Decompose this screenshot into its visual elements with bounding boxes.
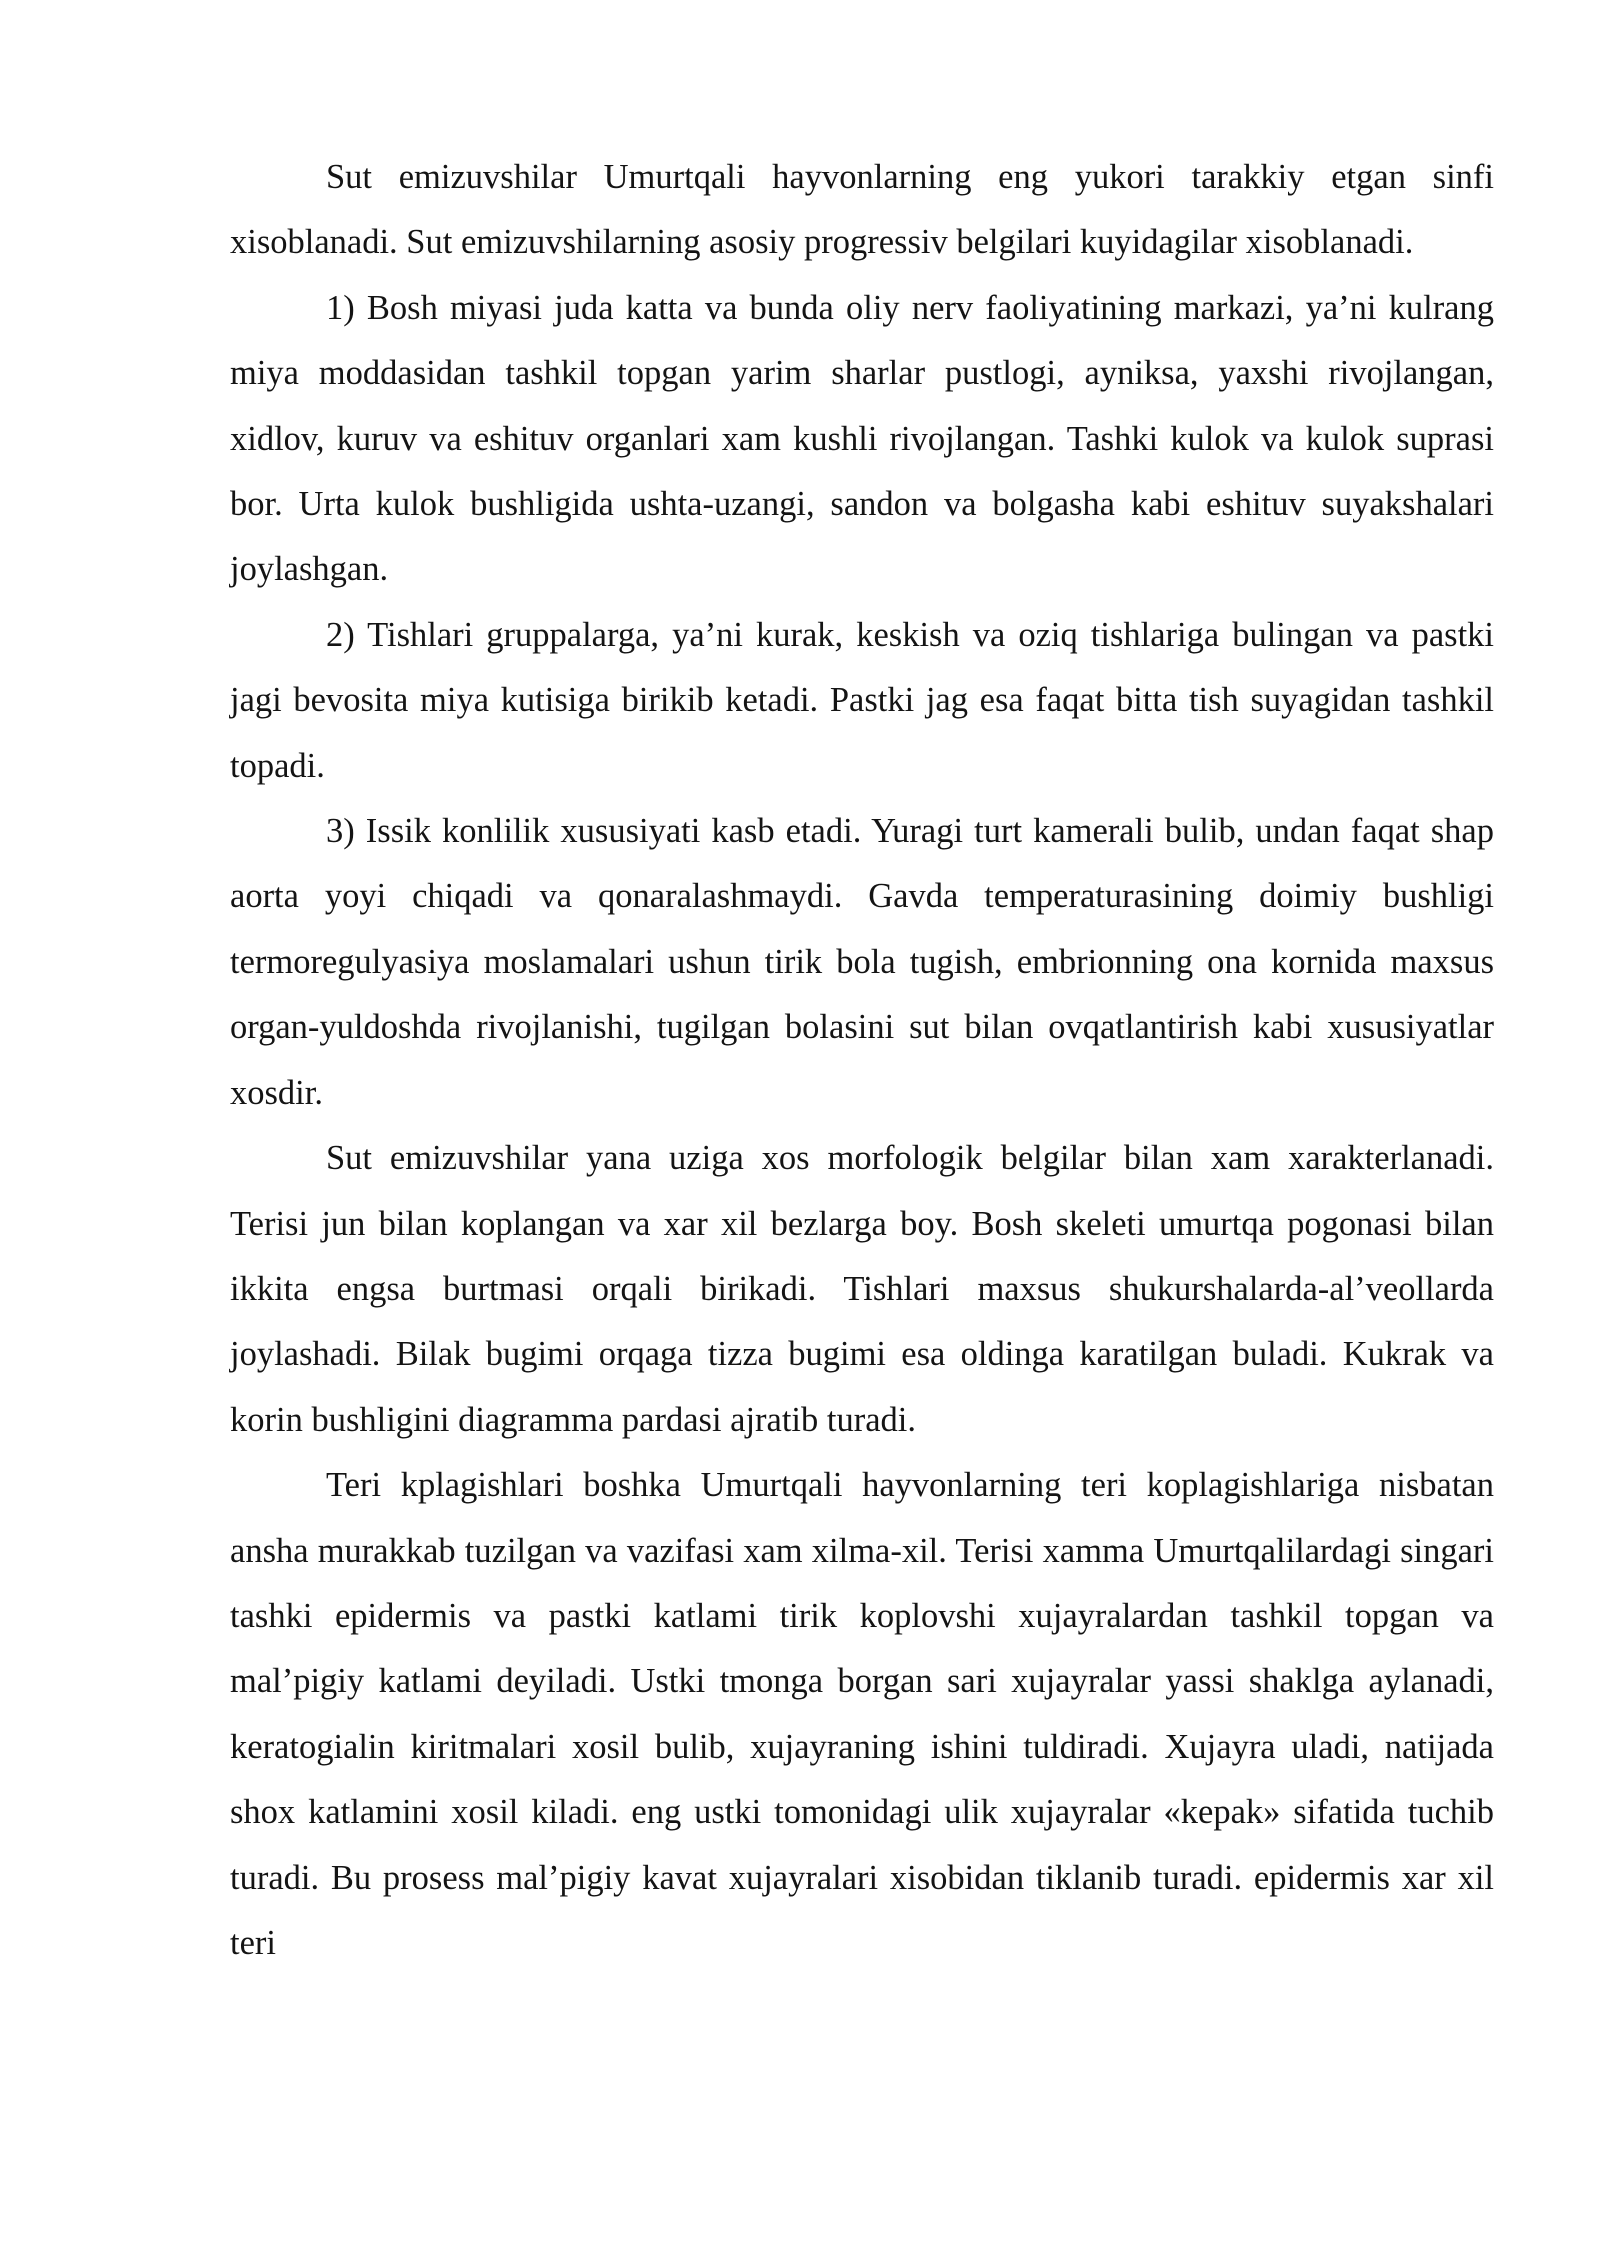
paragraph-morphology: Sut emizuvshilar yana uziga xos morfologik belgilar bilan xam xarakterlanadi. Terisi jun bilan koplangan va xar xil bezlarga boy. Bosh skeleti umurtqa pogonasi bilan ikkita engsa burtmasi orqali birikadi. Tishlari maxsus shukurshalarda-al’veollarda joylashadi. Bilak bugimi orqaga tizza bugimi esa oldinga karatilgan buladi. Kukrak va korin bushligini diagramma pardasi ajratib turadi. [230, 1139, 1494, 1439]
paragraph-skin: Teri kplagishlari boshka Umurtqali hayvonlarning teri koplagishlariga nisbatan ansha murakkab tuzilgan va vazifasi xam xilma-xil. Terisi xamma Umurtqalilardagi singari tashki epidermis va pastki katlami tirik koplovshi xujayralardan tashkil topgan va mal’pigiy katlami deyiladi. Ustki tmonga borgan sari xujayralar yassi shaklga aylanadi, keratogialin kiritmalari xosil bulib, xujayraning ishini tuldiradi. Xujayra uladi, natijada shox katlamini xosil kiladi. eng ustki tomonidagi ulik xujayralar «kepak» sifatida tuchib turadi. Bu prosess mal’pigiy kavat xujayralari xisobidan tiklanib turadi. epidermis xar xil teri [230, 1466, 1494, 1962]
document-body [230, 145, 1494, 1976]
paragraph-point-2: 2) Tishlari gruppalarga, ya’ni kurak, keskish va oziq tishlariga bulingan va pastki jagi bevosita miya kutisiga birikib ketadi. Pastki jag esa faqat bitta tish suyagidan tashkil topadi. [230, 615, 1494, 785]
paragraph-point-3: 3) Issik konlilik xususiyati kasb etadi. Yuragi turt kamerali bulib, undan faqat shap aorta yoyi chiqadi va qonaralashmaydi. Gavda temperaturasining doimiy bushligi termoregulyasiya moslamalari ushun tirik bola tugish, embrionning ona kornida maxsus organ-yuldoshda rivojlanishi, tugilgan bolasini sut bilan ovqatlantirish kabi xususiyatlar xosdir. [230, 812, 1494, 1112]
paragraph-intro: Sut emizuvshilar Umurtqali hayvonlarning eng yukori tarakkiy etgan sinfi xisoblanadi. Sut emizuvshilarning asosiy progressiv belgilari kuyidagilar xisoblanadi. [230, 158, 1494, 262]
paragraph-point-1: 1) Bosh miyasi juda katta va bunda oliy nerv faoliyatining markazi, ya’ni kulrang miya moddasidan tashkil topgan yarim sharlar pustlogi, ayniksa, yaxshi rivojlangan, xidlov, kuruv va eshituv organlari xam kushli rivojlangan. Tashki kulok va kulok suprasi bor. Urta kulok bushligida ushta-uzangi, sandon va bolgasha kabi eshituv suyakshalari joylashgan. [230, 288, 1494, 589]
